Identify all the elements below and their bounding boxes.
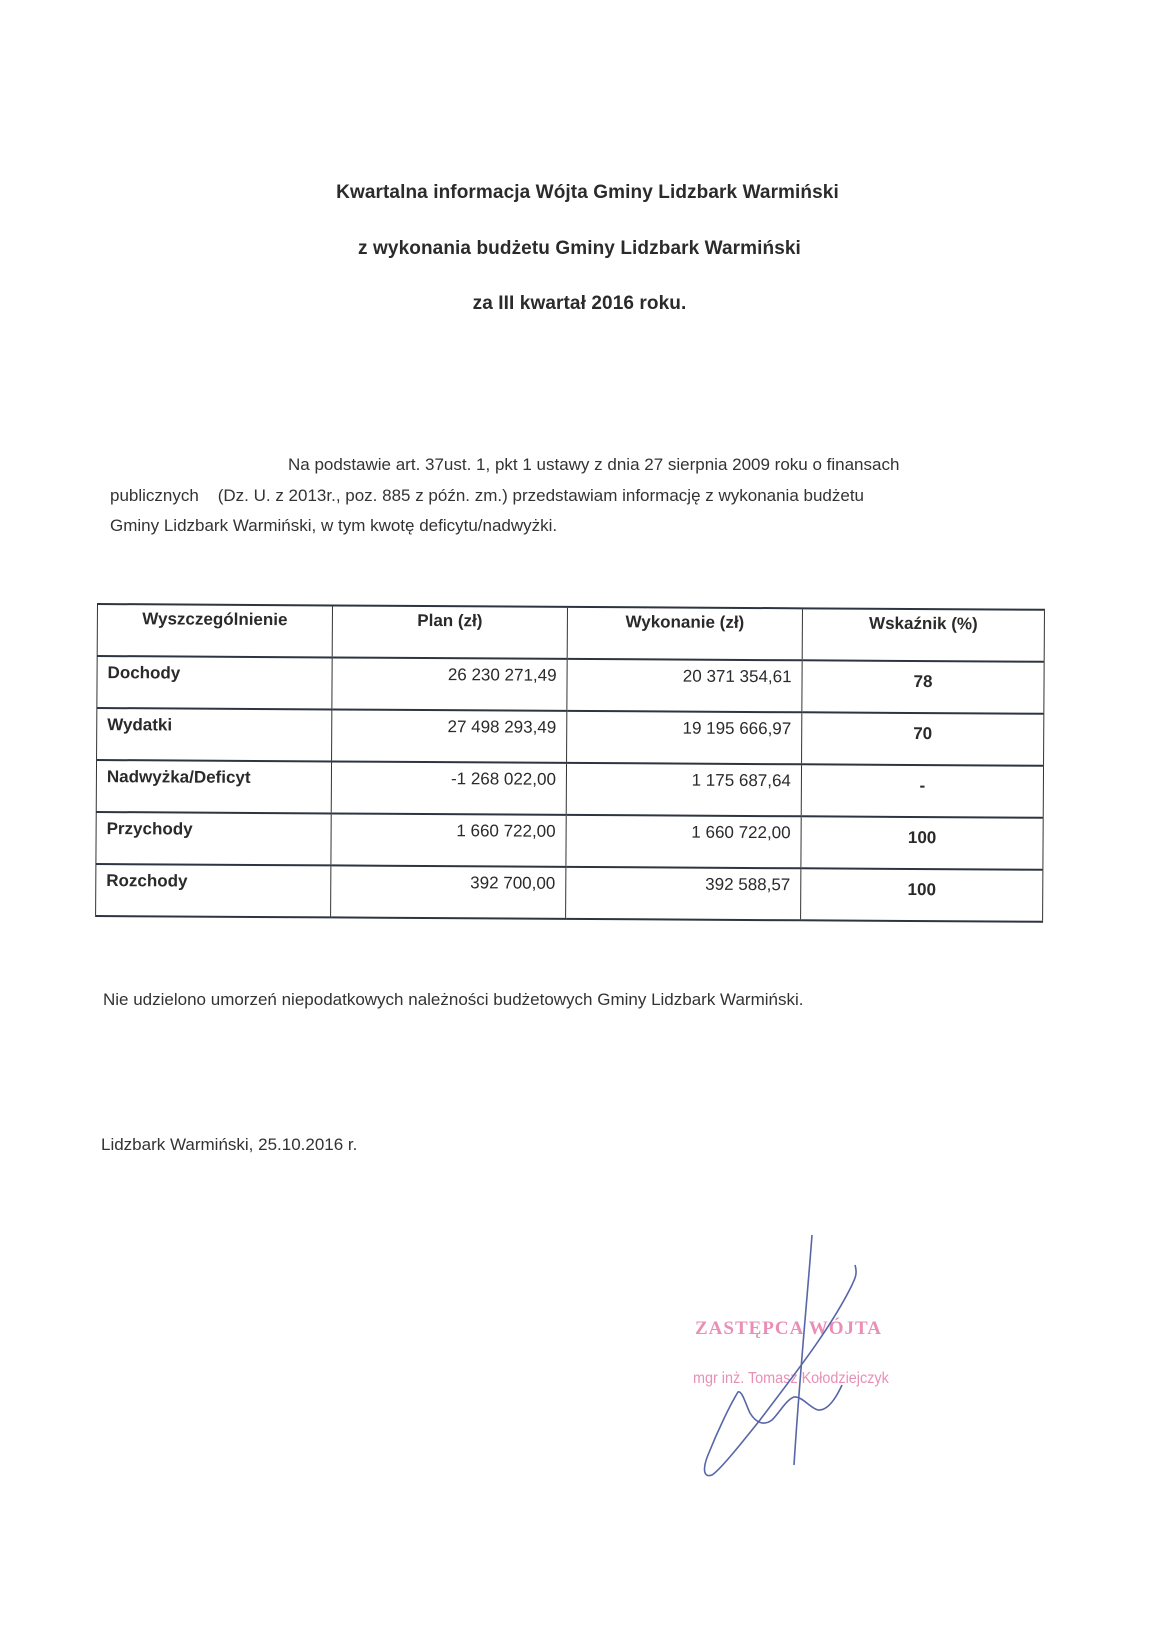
row-plan: -1 268 022,00 (331, 761, 566, 814)
stamp-title: ZASTĘPCA WÓJTA (695, 1318, 882, 1339)
row-label: Przychody (96, 812, 331, 865)
title-line-2: z wykonania budżetu Gminy Lidzbark Warmiński (358, 238, 801, 259)
row-wskaznik: 78 (802, 660, 1044, 713)
table-row (96, 864, 1043, 922)
row-wskaznik: 70 (802, 712, 1044, 765)
header-plan: Plan (zł) (332, 605, 567, 658)
row-label: Nadwyżka/Deficyt (96, 760, 331, 813)
row-plan: 392 700,00 (331, 865, 566, 918)
header-wskaznik: Wskaźnik (%) (802, 608, 1044, 661)
note-text: Nie udzielono umorzeń niepodatkowych należności budżetowych Gminy Lidzbark Warmiński. (103, 990, 804, 1009)
budget-table (95, 603, 1045, 923)
row-wykonanie: 1 660 722,00 (566, 815, 801, 868)
table-row (96, 760, 1043, 818)
row-label: Dochody (97, 656, 332, 709)
header-wyszczegolnienie: Wyszczególnienie (97, 604, 332, 657)
place-date: Lidzbark Warmiński, 25.10.2016 r. (101, 1135, 358, 1154)
handwritten-signature-icon (660, 1230, 960, 1530)
row-plan: 26 230 271,49 (332, 657, 567, 710)
row-label: Rozchody (96, 864, 331, 917)
table-header-row (97, 604, 1044, 662)
intro-paragraph-line-2: publicznych (Dz. U. z 2013r., poz. 885 z późn. zm.) przedstawiam informację z wykonania budżetu (110, 486, 865, 505)
title-line-1: Kwartalna informacja Wójta Gminy Lidzbark Warmiński (336, 182, 839, 203)
header-wykonanie: Wykonanie (zł) (567, 607, 802, 660)
table-row (97, 656, 1044, 714)
stamp-name: mgr inż. Tomasz Kołodziejczyk (693, 1370, 889, 1387)
row-plan: 1 660 722,00 (331, 813, 566, 866)
row-wskaznik: - (801, 764, 1043, 817)
row-wykonanie: 392 588,57 (566, 867, 801, 920)
row-wskaznik: 100 (801, 816, 1043, 869)
intro-paragraph-line-3: Gminy Lidzbark Warmiński, w tym kwotę deficytu/nadwyżki. (110, 516, 558, 535)
title-line-3: za III kwartał 2016 roku. (472, 293, 687, 314)
row-wskaznik: 100 (801, 868, 1043, 921)
table-row (96, 812, 1043, 870)
row-wykonanie: 19 195 666,97 (567, 711, 802, 764)
row-wykonanie: 1 175 687,64 (566, 763, 801, 816)
row-label: Wydatki (97, 708, 332, 761)
row-wykonanie: 20 371 354,61 (567, 659, 802, 712)
intro-paragraph-line-1: Na podstawie art. 37ust. 1, pkt 1 ustawy z dnia 27 sierpnia 2009 roku o finansach (288, 455, 900, 474)
row-plan: 27 498 293,49 (332, 709, 567, 762)
table-row (97, 708, 1044, 766)
